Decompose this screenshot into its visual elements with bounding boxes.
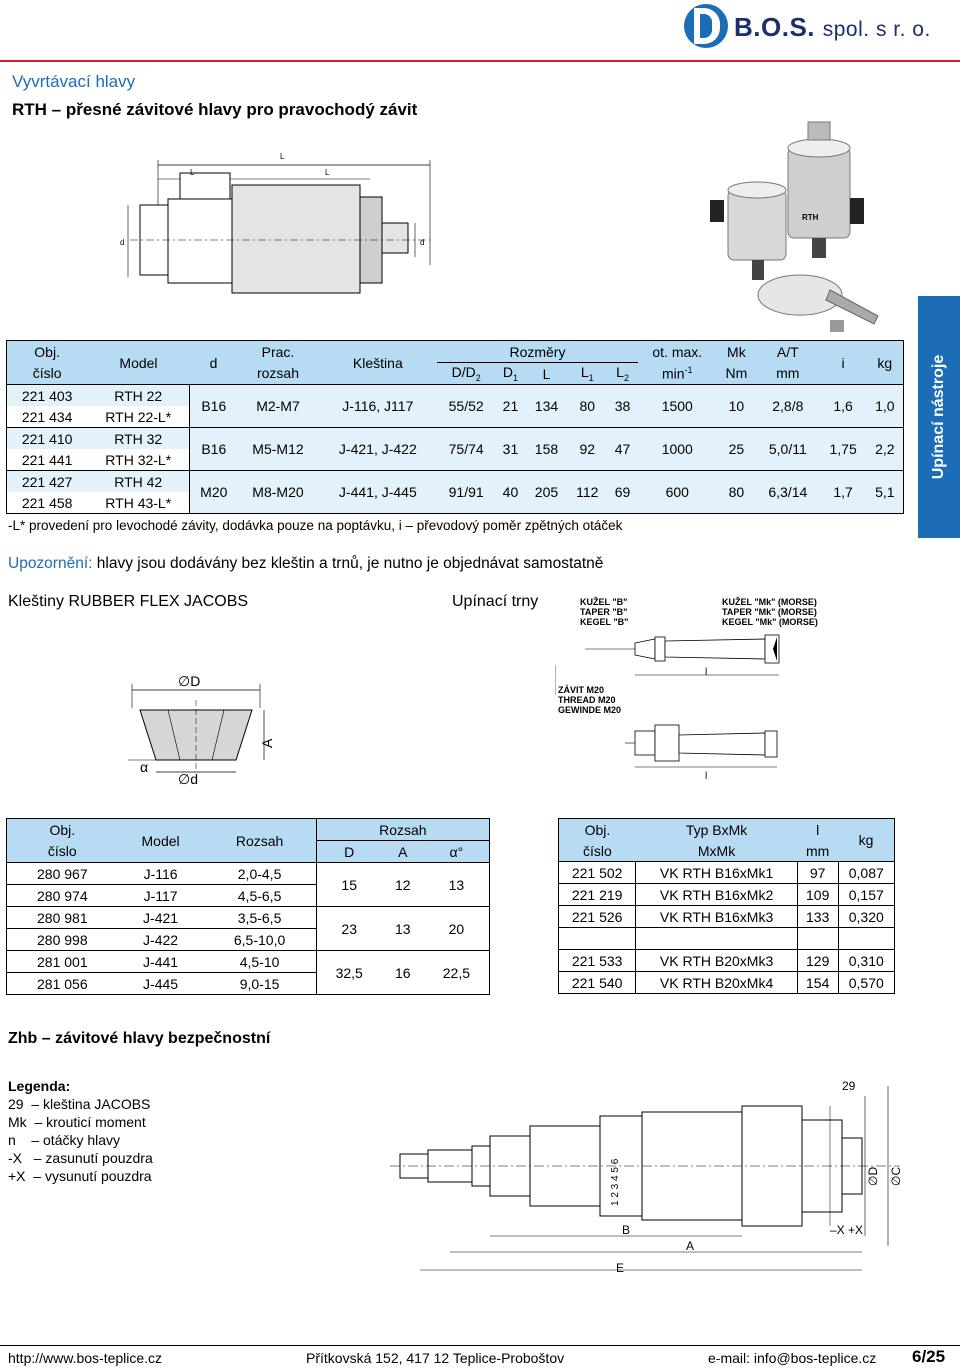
footer-url[interactable]: http://www.bos-teplice.cz — [8, 1350, 163, 1366]
label-d: ∅d — [178, 771, 198, 786]
table-cell: 2,2 — [867, 428, 904, 471]
table-cell: 38 — [607, 385, 638, 428]
table-cell: 109 — [797, 884, 838, 906]
table-cell: 97 — [797, 862, 838, 884]
table-cell: 221 502 — [571, 864, 623, 881]
footer-email[interactable]: e-mail: info@bos-teplice.cz — [708, 1350, 877, 1366]
table-cell: J-117 — [143, 887, 178, 904]
th-mxmk: MxMk — [636, 840, 798, 862]
table-cell: 600 — [638, 471, 717, 514]
table-cell: J-421 — [143, 909, 179, 926]
table-cell: 32,5 — [316, 951, 382, 995]
table-cell: 15 — [316, 863, 382, 907]
label-X: –X +X — [830, 1223, 864, 1237]
table-cell — [559, 928, 636, 950]
table-cell: 221 410 — [7, 428, 88, 450]
table-cell: 55/52 — [437, 385, 495, 428]
table-cell: VK RTH B16xMk1 — [636, 862, 798, 884]
table-cell: 69 — [607, 471, 638, 514]
table-cell: J-445 — [143, 975, 179, 992]
mandrel-drawing — [555, 595, 840, 785]
table-cell: VK RTH B16xMk3 — [636, 906, 798, 928]
table-cell: 1500 — [638, 385, 717, 428]
table-cell: RTH 22-L* — [87, 406, 189, 428]
table-cell: M2-M7 — [237, 385, 318, 428]
zhb-heading: Zhb – závitové hlavy bezpečnostní — [8, 1030, 271, 1047]
th-nm: Nm — [717, 363, 756, 385]
label-D: ∅D — [178, 673, 201, 689]
legend-title: Legenda: — [8, 1078, 71, 1094]
th-rozsah: rozsah — [237, 363, 318, 385]
table-cell: RTH 42 — [87, 471, 189, 493]
table-cell: VK RTH B20xMk4 — [636, 972, 798, 994]
table-cell: 75/74 — [437, 428, 495, 471]
table-cell: 6,3/14 — [756, 471, 820, 514]
th-min: $\min^{-1}$ — [638, 363, 717, 385]
table-cell: 40 — [495, 471, 526, 514]
dim-d: d — [120, 238, 125, 247]
header-divider — [0, 60, 960, 62]
upinaci-trny-heading: Upínací trny — [452, 593, 539, 610]
table-cell: 0,310 — [838, 950, 894, 972]
table-cell: 0,570 — [838, 972, 894, 994]
table-cell: 47 — [607, 428, 638, 471]
th-at: A/T — [756, 341, 820, 363]
table-cell: 91/91 — [437, 471, 495, 514]
table-cell: 5,0/11 — [756, 428, 820, 471]
table-cell: VK RTH B16xMk2 — [636, 884, 798, 906]
table-cell: J-441, J-445 — [319, 471, 438, 514]
th-dd2: $D/D_2$ — [437, 363, 495, 385]
table-cell: B16 — [190, 385, 238, 428]
rth-head-drawing — [110, 145, 440, 335]
table-cell: 80 — [717, 471, 756, 514]
legend-item: +X – vysunutí pouzdra — [8, 1168, 152, 1184]
table-cell: J-421, J-422 — [319, 428, 438, 471]
table-cell: 221 533 — [571, 952, 623, 969]
legend-item: Mk – krouticí moment — [8, 1114, 146, 1130]
table-cell: 0,320 — [838, 906, 894, 928]
th-klestina: Kleština — [319, 341, 438, 385]
th-ot: ot. max. — [638, 341, 717, 363]
table-cell: J-441 — [143, 953, 179, 970]
klestiny-table — [6, 818, 490, 995]
th-model: Model — [87, 341, 189, 385]
th-A: A — [382, 841, 424, 863]
logo-letter-b-inner — [700, 14, 712, 38]
table-cell: 221 403 — [7, 385, 88, 407]
legend — [8, 1077, 153, 1185]
table-cell: 9,0-15 — [239, 975, 280, 992]
label-B: B — [622, 1223, 631, 1237]
th-obj: Obj. — [7, 819, 118, 841]
table-cell: 221 219 — [571, 886, 623, 903]
table-cell: 1000 — [638, 428, 717, 471]
th-d1: $D_1$ — [495, 363, 526, 385]
side-tab — [918, 296, 960, 538]
th-kg: kg — [867, 341, 904, 385]
table-cell: 133 — [797, 906, 838, 928]
table-cell: 221 526 — [571, 908, 623, 925]
svg-text:KEGEL "B": KEGEL "B" — [580, 617, 629, 627]
table-cell: 22,5 — [442, 964, 471, 981]
dim-D: d — [420, 238, 425, 247]
table-cell: 80 — [567, 385, 607, 428]
label-D: ∅D — [866, 1166, 880, 1186]
table-cell: 221 458 — [7, 492, 88, 514]
table-cell: 280 967 — [37, 865, 88, 882]
section-title: Vyvrtávací hlavy — [12, 72, 136, 91]
th-alpha: α° — [424, 841, 490, 863]
dim-L1: L — [325, 168, 330, 177]
label-numbers: 1 2 3 4 5 6 — [610, 1158, 621, 1206]
table-cell: 23 — [316, 907, 382, 951]
legend-item: -X – zasunutí pouzdra — [8, 1150, 153, 1166]
table-cell: 129 — [797, 950, 838, 972]
svg-text:ZÁVIT M20: ZÁVIT M20 — [558, 685, 605, 695]
dim-L: L — [280, 152, 285, 161]
th-kg: kg — [838, 819, 894, 862]
side-tab-label: Upínací nástroje — [930, 354, 947, 480]
th-mm: mm — [797, 840, 838, 862]
th-obj: Obj. — [7, 341, 88, 363]
table-cell: 280 981 — [37, 909, 88, 926]
upinaci-trny-table — [558, 818, 895, 994]
th-D: D — [316, 841, 382, 863]
table-cell: 205 — [526, 471, 568, 514]
th-mm: mm — [756, 363, 820, 385]
svg-text:THREAD M20: THREAD M20 — [558, 695, 616, 705]
label-C: ∅C — [889, 1166, 903, 1186]
table-cell: 3,5-6,5 — [237, 909, 282, 926]
th-cislo: číslo — [7, 841, 118, 863]
rth-product-photo — [680, 120, 910, 335]
table-cell: 2,8/8 — [756, 385, 820, 428]
collet-drawing — [120, 668, 280, 786]
table-cell: 5,1 — [867, 471, 904, 514]
table-cell: 0,157 — [838, 884, 894, 906]
table-cell: 1,0 — [867, 385, 904, 428]
table-cell: 112 — [567, 471, 607, 514]
table-cell: 16 — [395, 964, 411, 981]
dim-L2: L — [190, 168, 195, 177]
legend-item: n – otáčky hlavy — [8, 1132, 121, 1148]
table-cell: 10 — [717, 385, 756, 428]
svg-text:GEWINDE M20: GEWINDE M20 — [558, 705, 622, 715]
th-typ: Typ BxMk — [636, 819, 798, 841]
table-cell: 20 — [424, 907, 490, 951]
table-cell: RTH 32 — [87, 428, 189, 450]
table-cell: M20 — [190, 471, 238, 514]
table-cell — [838, 928, 894, 950]
svg-text:l: l — [705, 771, 708, 782]
table-cell: 221 441 — [7, 449, 88, 471]
footer-address: Přítkovská 152, 417 12 Teplice-Proboštov — [306, 1350, 565, 1366]
table-cell: 280 974 — [37, 887, 88, 904]
rth-table — [6, 340, 904, 514]
th-obj: Obj. — [559, 819, 636, 841]
label-alpha: α — [140, 759, 149, 775]
company-name: B.O.S. spol. s r. o. — [734, 12, 931, 42]
table-cell: 4,5-6,5 — [237, 887, 282, 904]
table-cell: 1,6 — [820, 385, 867, 428]
th-i: i — [820, 341, 867, 385]
table-cell: 2,0-4,5 — [237, 865, 282, 882]
table-cell: 154 — [797, 972, 838, 994]
th-l: L — [526, 363, 568, 385]
th-l1: $L_1$ — [567, 363, 607, 385]
table-cell: 21 — [495, 385, 526, 428]
warning-note: Upozornění: hlavy jsou dodávány bez kleštin a trnů, je nutno je objednávat samostatně — [8, 555, 604, 572]
table-cell: J-116, J117 — [319, 385, 438, 428]
table-cell: 158 — [526, 428, 568, 471]
page-subtitle: RTH – přesné závitové hlavy pro pravochodý závit — [12, 100, 418, 119]
table-cell: M8-M20 — [237, 471, 318, 514]
svg-text:KEGEL "Mk" (MORSE): KEGEL "Mk" (MORSE) — [722, 617, 818, 627]
th-model: Model — [118, 819, 204, 863]
th-l2: $L_2$ — [607, 363, 638, 385]
table-cell: 31 — [495, 428, 526, 471]
footer-divider — [0, 1345, 960, 1346]
klestiny-heading: Kleštiny RUBBER FLEX JACOBS — [8, 593, 249, 610]
table-cell: 92 — [567, 428, 607, 471]
table-cell: 1,7 — [820, 471, 867, 514]
table-cell: 221 434 — [7, 406, 88, 428]
table-cell: 1,75 — [820, 428, 867, 471]
table-cell: M5-M12 — [237, 428, 318, 471]
svg-text:KUŽEL "B": KUŽEL "B" — [580, 597, 628, 607]
table-cell: 4,5-10 — [239, 953, 280, 970]
zhb-drawing — [390, 1076, 910, 1276]
page-number: 6/25 — [912, 1347, 946, 1366]
svg-text:KUŽEL "Mk" (MORSE): KUŽEL "Mk" (MORSE) — [722, 597, 817, 607]
table-cell: B16 — [190, 428, 238, 471]
table-cell: 221 427 — [7, 471, 88, 493]
label-A: A — [259, 738, 275, 748]
svg-text:l: l — [705, 667, 708, 678]
label-29: 29 — [842, 1079, 856, 1093]
th-prac: Prac. — [237, 341, 318, 363]
table-cell — [797, 928, 838, 950]
table-cell: 25 — [717, 428, 756, 471]
th-cislo: číslo — [7, 363, 88, 385]
table-cell: 12 — [382, 863, 424, 907]
th-rozmery: Rozměry — [437, 341, 638, 363]
th-rozsah-group: Rozsah — [316, 819, 489, 841]
table-cell: 13 — [382, 907, 424, 951]
table-cell: VK RTH B20xMk3 — [636, 950, 798, 972]
table-cell: 134 — [526, 385, 568, 428]
table-cell: 0,087 — [838, 862, 894, 884]
table-cell: 13 — [424, 863, 490, 907]
table-cell: J-422 — [143, 931, 179, 948]
table-cell: RTH 22 — [87, 385, 189, 407]
table-cell: 281 056 — [37, 975, 88, 992]
table-cell: J-116 — [143, 865, 178, 882]
th-cislo: číslo — [559, 840, 636, 862]
table-cell: 6,5-10,0 — [233, 931, 286, 948]
svg-text:TAPER "Mk" (MORSE): TAPER "Mk" (MORSE) — [722, 607, 817, 617]
svg-text:TAPER "B": TAPER "B" — [580, 607, 628, 617]
photo-label: RTH — [802, 213, 819, 222]
table-cell: RTH 32-L* — [87, 449, 189, 471]
table-cell: RTH 43-L* — [87, 492, 189, 514]
legend-item: 29 – kleština JACOBS — [8, 1096, 151, 1112]
th-d: d — [190, 341, 238, 385]
th-l: l — [797, 819, 838, 841]
th-mk: Mk — [717, 341, 756, 363]
table-cell — [636, 928, 798, 950]
table-cell: 281 001 — [37, 953, 88, 970]
table-cell: 280 998 — [37, 931, 88, 948]
th-rozsah: Rozsah — [204, 819, 317, 863]
table-footnote: -L* provedení pro levochodé závity, dodávka pouze na poptávku, i – převodový poměr zpětných otáček — [8, 518, 623, 533]
label-E: E — [616, 1261, 625, 1275]
table-cell: 221 540 — [571, 974, 623, 991]
label-A: A — [686, 1239, 695, 1253]
